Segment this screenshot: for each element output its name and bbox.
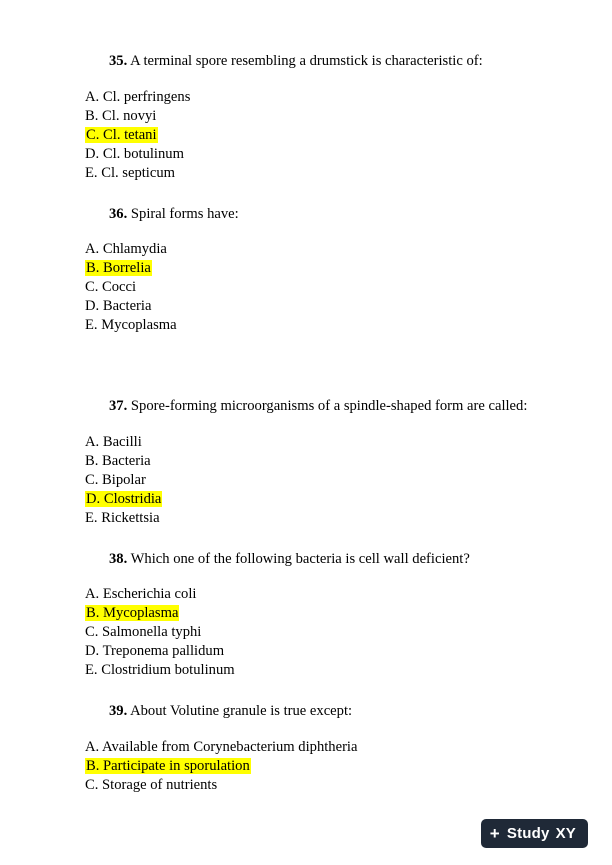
list-item	[85, 776, 552, 795]
question-text: About Volutine granule is true except:	[130, 703, 353, 720]
question-block-35	[85, 52, 552, 183]
question-text: Spore-forming microorganisms of a spindle-shaped form are called:	[130, 398, 528, 415]
list-item	[85, 164, 552, 183]
question-stem	[85, 550, 552, 570]
spacer	[85, 417, 552, 433]
list-item	[85, 471, 552, 490]
option-label: B. Cl. novyi	[85, 107, 157, 124]
spacer	[85, 224, 552, 240]
option-label: E. Rickettsia	[85, 509, 160, 526]
option-label: D. Treponema pallidum	[85, 643, 225, 660]
plus-icon: +	[489, 824, 500, 843]
question-number: 35.	[109, 53, 128, 69]
list-item	[85, 278, 552, 297]
option-label-highlighted: C. Cl. tetani	[86, 126, 157, 143]
list-item	[85, 240, 552, 259]
spacer	[85, 335, 552, 397]
option-label: D. Cl. botulinum	[85, 145, 184, 162]
option-label-highlighted: D. Clostridia	[86, 490, 162, 507]
option-list	[85, 585, 552, 680]
spacer	[85, 722, 552, 738]
question-number: 39.	[109, 703, 128, 720]
option-label: C. Cocci	[85, 279, 137, 296]
list-item	[85, 88, 552, 107]
option-label: D. Bacteria	[85, 298, 152, 315]
option-label: C. Bipolar	[85, 471, 146, 488]
list-item	[85, 126, 552, 145]
list-item	[85, 316, 552, 335]
option-label: E. Mycoplasma	[85, 317, 177, 334]
brand-name: Study	[506, 825, 550, 842]
spacer	[85, 183, 552, 205]
option-label: C. Salmonella typhi	[85, 624, 202, 641]
list-item	[85, 433, 552, 452]
list-item	[85, 661, 552, 680]
question-text: Which one of the following bacteria is cell wall deficient?	[130, 550, 470, 567]
spacer	[85, 72, 552, 88]
option-label: A. Bacilli	[85, 433, 142, 450]
question-number: 37.	[109, 398, 128, 415]
spacer	[85, 680, 552, 702]
option-label: E. Cl. septicum	[85, 164, 175, 181]
option-label: A. Chlamydia	[85, 241, 167, 258]
option-label: A. Available from Corynebacterium diphtheria	[85, 738, 358, 755]
option-list	[85, 433, 552, 528]
option-label: B. Bacteria	[85, 452, 151, 469]
question-block-38	[85, 550, 552, 681]
list-item	[85, 107, 552, 126]
list-item	[85, 604, 552, 623]
question-stem	[85, 702, 552, 722]
question-text: Spiral forms have:	[130, 205, 239, 222]
list-item	[85, 738, 552, 757]
question-text: A terminal spore resembling a drumstick is characteristic of:	[130, 53, 483, 69]
question-number: 36.	[109, 205, 128, 222]
option-label: E. Clostridium botulinum	[85, 662, 235, 679]
question-stem	[85, 205, 552, 225]
list-item	[85, 490, 552, 509]
studyxy-watermark[interactable]	[481, 819, 588, 848]
option-label: A. Cl. perfringens	[85, 88, 191, 105]
question-stem	[85, 397, 552, 417]
option-list	[85, 738, 552, 795]
question-number: 38.	[109, 550, 128, 567]
option-label-highlighted: B. Mycoplasma	[86, 605, 179, 622]
list-item	[85, 623, 552, 642]
question-block-36	[85, 205, 552, 336]
option-label-highlighted: B. Participate in sporulation	[86, 757, 250, 774]
list-item	[85, 585, 552, 604]
question-block-39	[85, 702, 552, 795]
brand-suffix: XY	[555, 825, 576, 842]
list-item	[85, 757, 552, 776]
list-item	[85, 642, 552, 661]
list-item	[85, 259, 552, 278]
option-list	[85, 240, 552, 335]
option-list	[85, 88, 552, 183]
option-label: A. Escherichia coli	[85, 586, 197, 603]
question-stem	[85, 52, 552, 72]
spacer	[85, 528, 552, 550]
option-label: C. Storage of nutrients	[85, 776, 218, 793]
option-label-highlighted: B. Borrelia	[86, 260, 151, 277]
list-item	[85, 452, 552, 471]
list-item	[85, 297, 552, 316]
spacer	[85, 569, 552, 585]
list-item	[85, 145, 552, 164]
question-block-37	[85, 397, 552, 528]
list-item	[85, 509, 552, 528]
